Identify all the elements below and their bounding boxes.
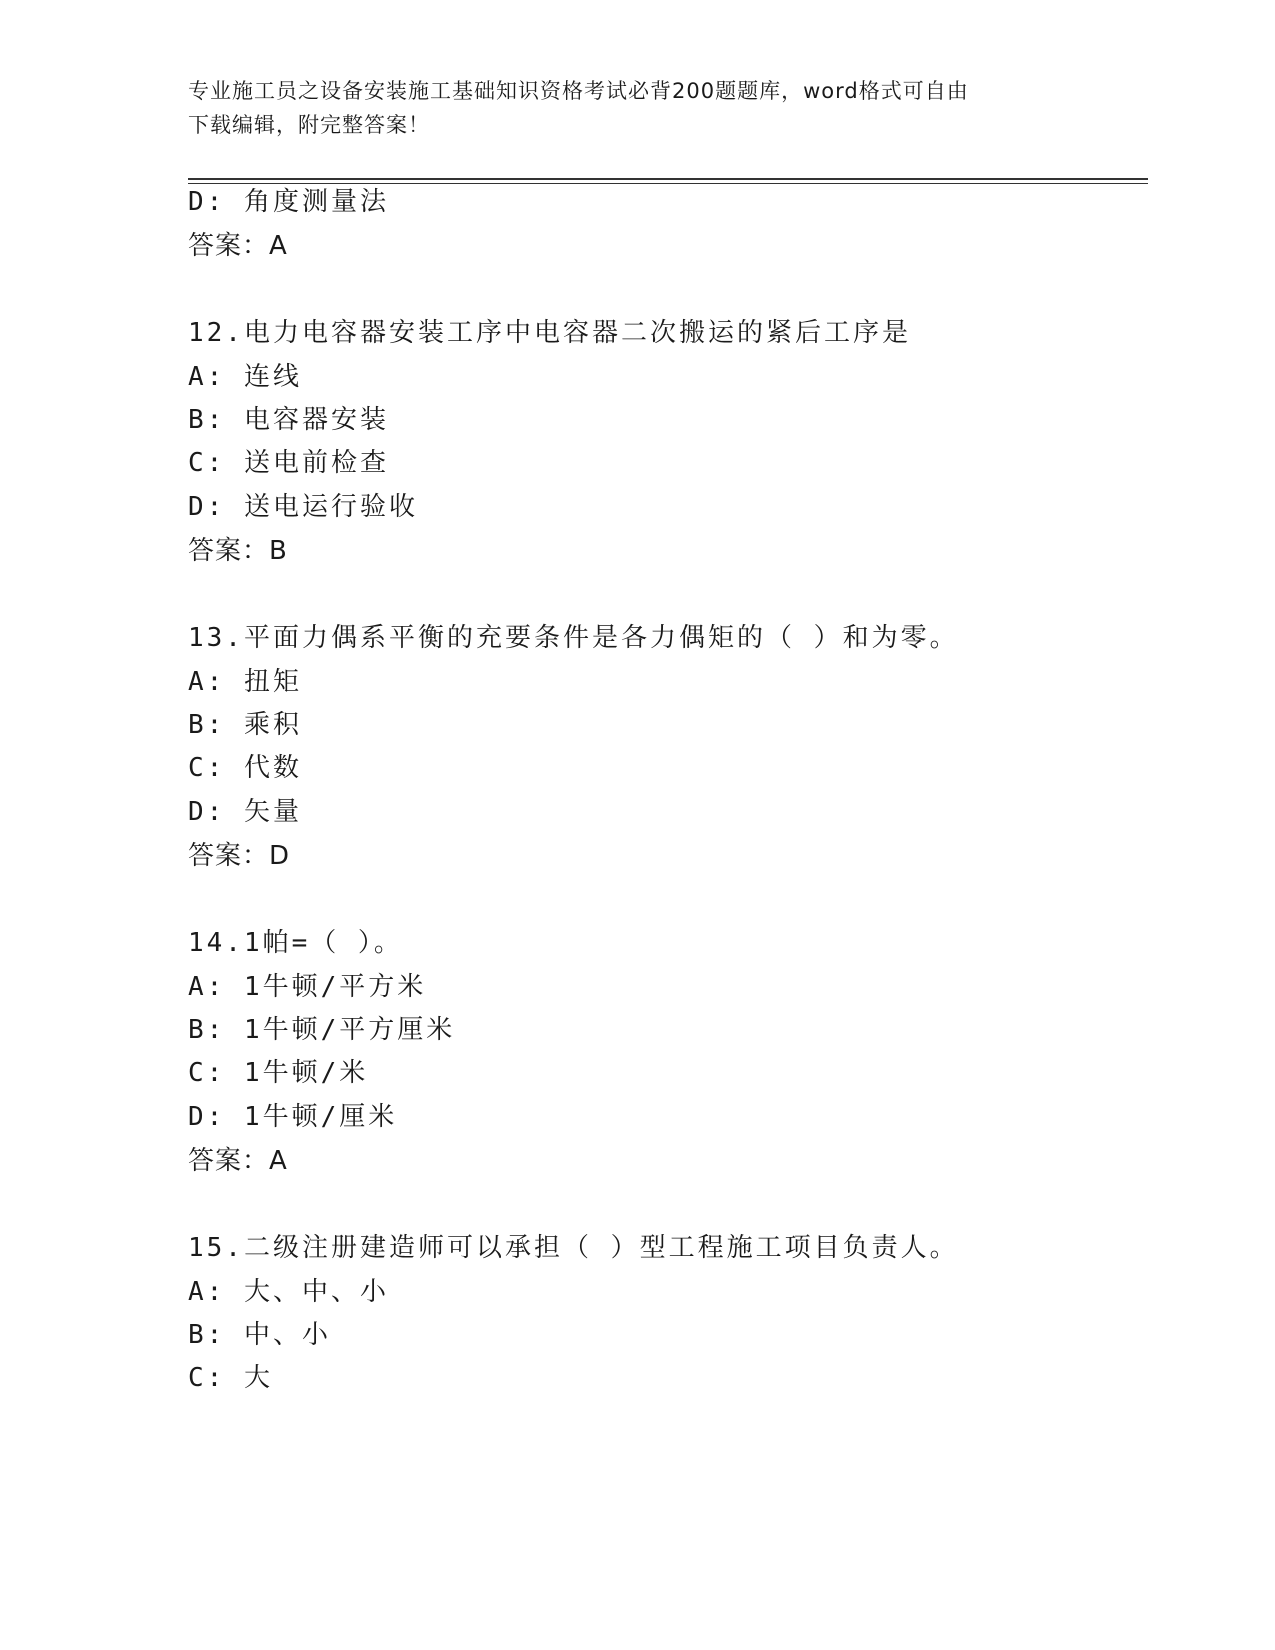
- q12-option-d: D: 送电运行验收: [188, 492, 418, 522]
- q14-option-a: A: 1牛顿/平方米: [188, 972, 427, 1002]
- q14-option-c: C: 1牛顿/米: [188, 1058, 369, 1088]
- q13-option-a: A: 扭矩: [188, 667, 302, 697]
- q13-answer: 答案：D: [188, 841, 291, 871]
- q13-option-c: C: 代数: [188, 753, 302, 783]
- q12-option-a: A: 连线: [188, 362, 302, 392]
- q14-option-b: B: 1牛顿/平方厘米: [188, 1015, 456, 1045]
- document-header: [188, 74, 1068, 142]
- q12-option-b: B: 电容器安装: [188, 405, 389, 435]
- header-line-1: 专业施工员之设备安装施工基础知识资格考试必背200题题库，word格式可自由: [188, 79, 969, 103]
- q11-option-d: D: 角度测量法: [188, 187, 389, 217]
- q12-option-c: C: 送电前检查: [188, 448, 389, 478]
- q11-answer: 答案：A: [188, 231, 288, 261]
- q12-question: 12.电力电容器安装工序中电容器二次搬运的紧后工序是: [188, 318, 911, 348]
- q14-answer: 答案：A: [188, 1146, 288, 1176]
- q15-option-c: C: 大: [188, 1363, 273, 1393]
- q15-option-b: B: 中、小: [188, 1320, 331, 1350]
- q15-option-a: A: 大、中、小: [188, 1277, 389, 1307]
- q14-question: 14.1帕=（ ）。: [188, 928, 403, 958]
- q12-answer: 答案：B: [188, 536, 288, 566]
- q13-option-d: D: 矢量: [188, 797, 302, 827]
- header-divider-thin: [188, 183, 1148, 184]
- header-divider: [188, 178, 1148, 180]
- q13-option-b: B: 乘积: [188, 710, 302, 740]
- header-line-2: 下载编辑，附完整答案！: [188, 113, 430, 137]
- q15-question: 15.二级注册建造师可以承担（ ）型工程施工项目负责人。: [188, 1233, 959, 1263]
- q13-question: 13.平面力偶系平衡的充要条件是各力偶矩的（ ）和为零。: [188, 623, 959, 653]
- q14-option-d: D: 1牛顿/厘米: [188, 1102, 398, 1132]
